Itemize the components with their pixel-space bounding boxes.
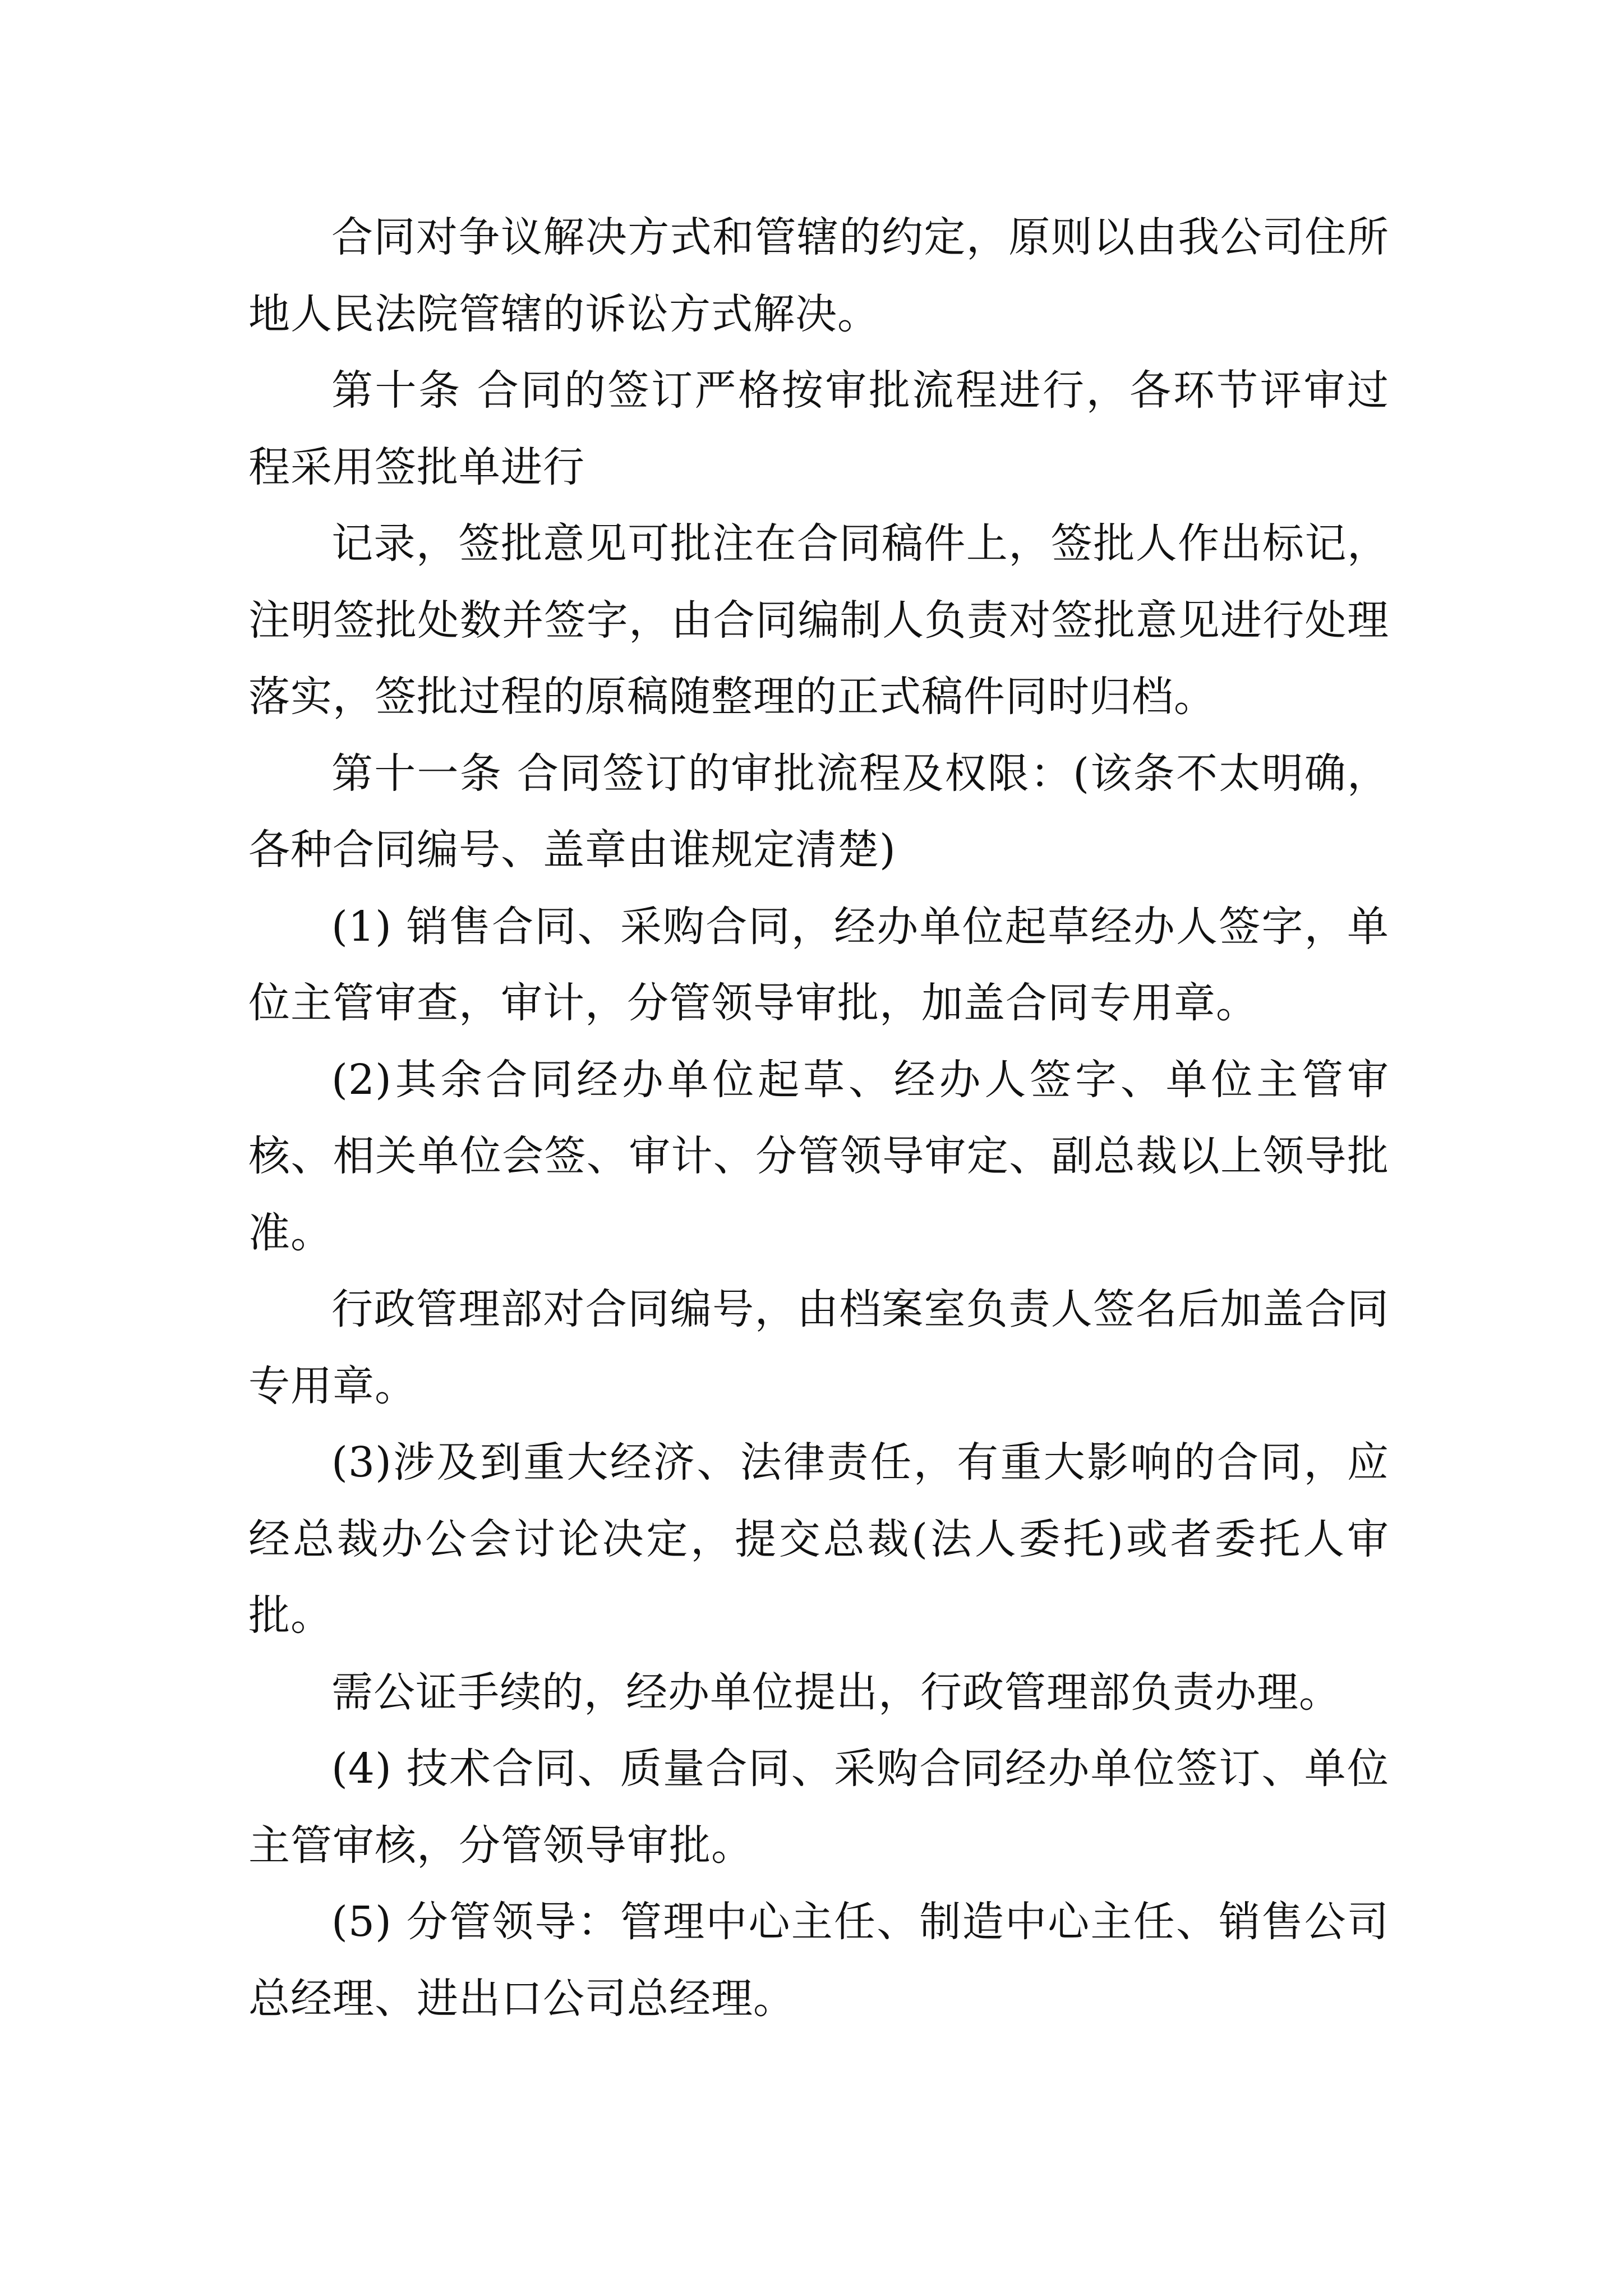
paragraph-article-10: 第十条 合同的签订严格按审批流程进行，各环节评审过程采用签批单进行 [248,366,1389,491]
document-body [248,199,1389,2037]
paragraph-approval-records: 记录，签批意见可批注在合同稿件上，签批人作出标记，注明签批处数并签字，由合同编制人负责对签批意见进行处理落实，签批过程的原稿随整理的正式稿件同时归档。 [248,519,1389,721]
paragraph-item-2: (2)其余合同经办单位起草、经办人签字、单位主管审核、相关单位会签、审计、分管领导审定、副总裁以上领导批准。 [248,1055,1389,1257]
paragraph-notarization: 需公证手续的，经办单位提出，行政管理部负责办理。 [331,1668,1341,1717]
paragraph-item-5: (5) 分管领导：管理中心主任、制造中心主任、销售公司总经理、进出口公司总经理。 [248,1898,1389,2023]
paragraph-item-4: (4) 技术合同、质量合同、采购合同经办单位签订、单位主管审核，分管领导审批。 [248,1745,1389,1870]
paragraph-article-11: 第十一条 合同签订的审批流程及权限：(该条不太明确，各种合同编号、盖章由谁规定清楚) [248,749,1389,874]
paragraph-contract-numbering: 行政管理部对合同编号，由档案室负责人签名后加盖合同专用章。 [248,1285,1389,1410]
paragraph-dispute-resolution: 合同对争议解决方式和管辖的约定，原则以由我公司住所地人民法院管辖的诉讼方式解决。 [248,213,1389,338]
paragraph-item-1: (1) 销售合同、采购合同，经办单位起草经办人签字，单位主管审查，审计，分管领导审批，加盖合同专用章。 [248,902,1389,1027]
paragraph-item-3: (3)涉及到重大经济、法律责任，有重大影响的合同，应经总裁办公会讨论决定，提交总裁(法人委托)或者委托人审批。 [248,1438,1389,1640]
